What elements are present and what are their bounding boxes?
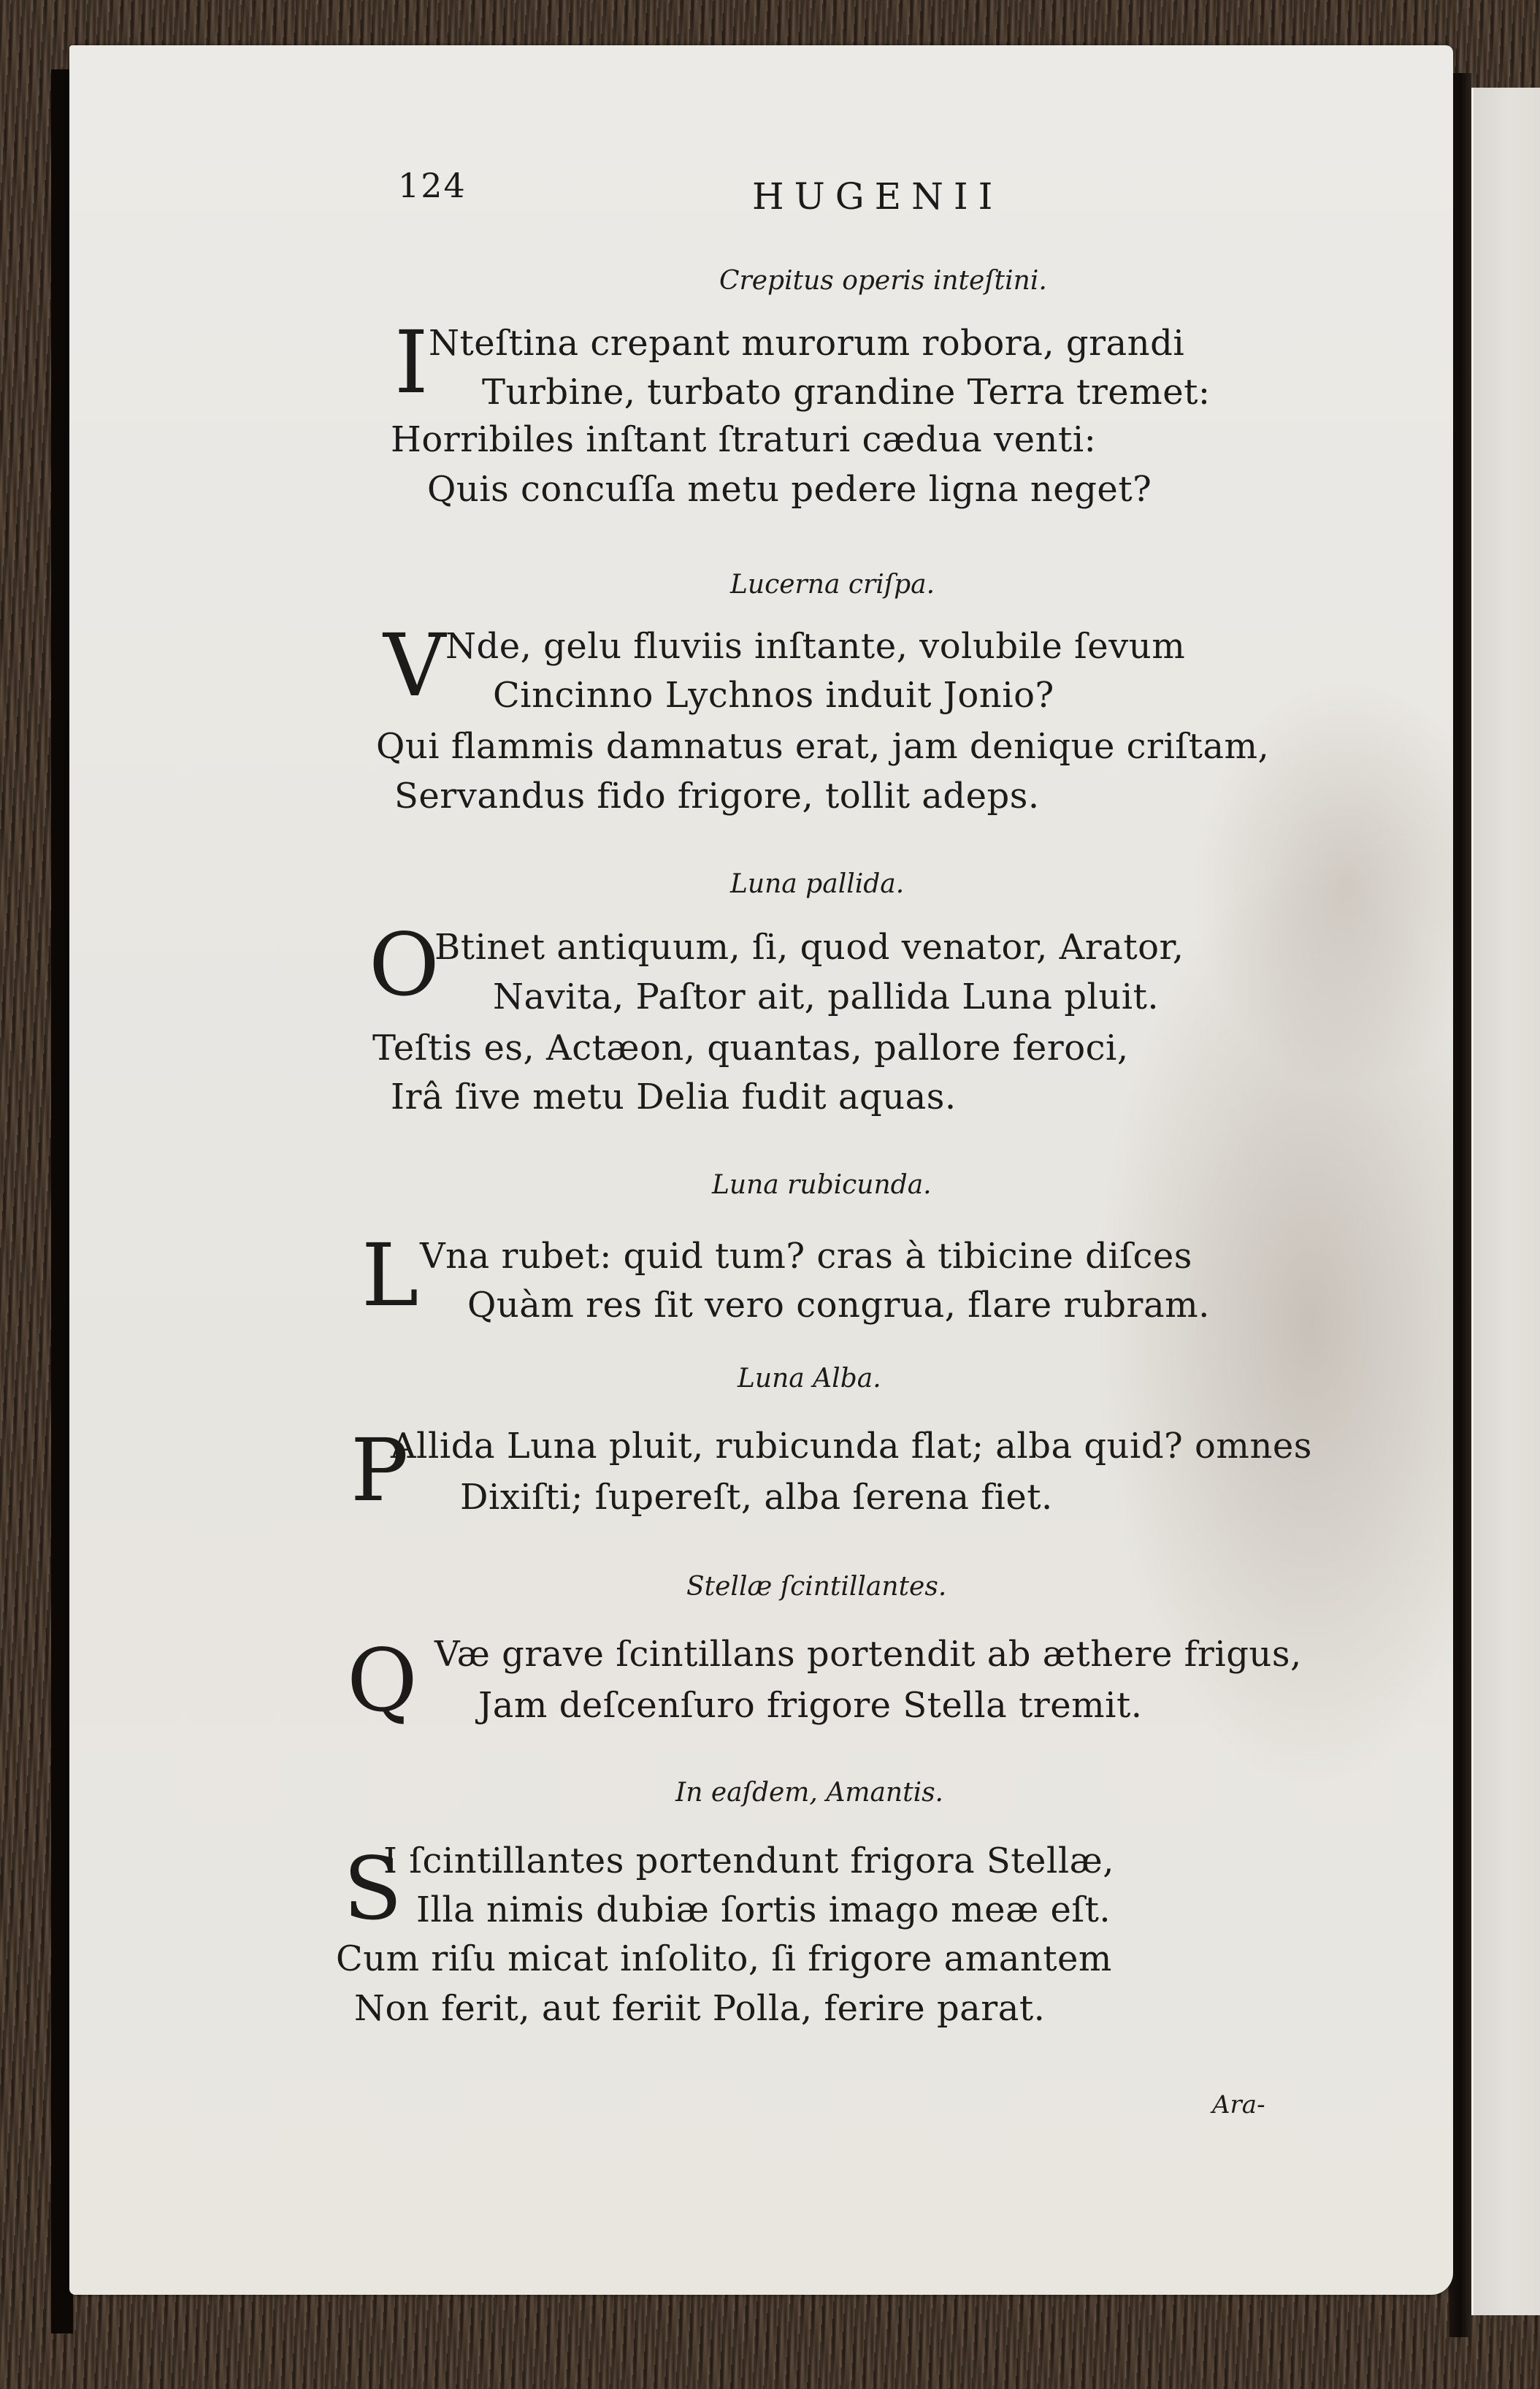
verse-line: Qui flammis damnatus erat, jam denique criſtam, bbox=[376, 726, 1270, 767]
poem-title: Luna pallida. bbox=[730, 869, 905, 899]
drop-cap: P bbox=[350, 1420, 409, 1521]
drop-cap: L bbox=[361, 1225, 419, 1326]
drop-cap: O bbox=[369, 914, 440, 1015]
verse-line: Horribiles inſtant ſtraturi cædua venti: bbox=[391, 419, 1097, 460]
poem-title: In eaſdem, Amantis. bbox=[675, 1778, 943, 1808]
verse-line: Cum riſu micat inſolito, ſi frigore amantem bbox=[336, 1938, 1112, 1979]
drop-cap: S bbox=[343, 1838, 402, 1939]
verse-line: Servandus fido frigore, tollit adeps. bbox=[394, 776, 1040, 817]
verse-line: Navita, Paſtor ait, pallida Luna pluit. bbox=[493, 976, 1160, 1017]
verse-line: Irâ ſive metu Delia fudit aquas. bbox=[391, 1077, 957, 1117]
verse-line: Non ferit, aut feriit Polla, ferire parat. bbox=[354, 1988, 1046, 2029]
verse-line: I ſcintillantes portendunt frigora Stellæ, bbox=[383, 1841, 1115, 1881]
poem-title: Crepitus operis inteſtini. bbox=[719, 266, 1047, 296]
poem-title: Stellæ ſcintillantes. bbox=[686, 1572, 947, 1602]
verse-line: Btinet antiquum, ſi, quod venator, Arator, bbox=[434, 927, 1184, 968]
verse-line: Illa nimis dubiæ ſortis imago meæ eſt. bbox=[416, 1889, 1111, 1930]
drop-cap: Q bbox=[347, 1630, 418, 1731]
verse-line: Teſtis es, Actæon, quantas, pallore feroci, bbox=[372, 1028, 1129, 1069]
verse-line: Turbine, turbato grandine Terra tremet: bbox=[482, 372, 1211, 413]
running-head: HUGENII bbox=[752, 175, 1003, 218]
drop-cap: V bbox=[383, 615, 446, 716]
facing-page-edge bbox=[1471, 88, 1540, 2315]
verse-line: Quis concuſſa metu pedere ligna neget? bbox=[427, 469, 1152, 510]
book-page bbox=[69, 45, 1453, 2295]
poem-title: Lucerna criſpa. bbox=[730, 570, 935, 600]
verse-line: Quàm res ſit vero congrua, flare rubram. bbox=[467, 1285, 1210, 1326]
verse-line: Vna rubet: quid tum? cras à tibicine diſces bbox=[420, 1236, 1192, 1277]
poem-title: Luna Alba. bbox=[738, 1364, 881, 1394]
verse-line: Allida Luna pluit, rubicunda flat; alba quid? omnes bbox=[391, 1426, 1312, 1467]
verse-line: Jam deſcenſuro frigore Stella tremit. bbox=[478, 1685, 1143, 1726]
catchword: Ara- bbox=[1212, 2090, 1265, 2119]
verse-line: Nteſtina crepant murorum robora, grandi bbox=[429, 323, 1185, 364]
verse-line: Nde, gelu fluviis inſtante, volubile ſevum bbox=[445, 626, 1186, 667]
verse-line: Dixiſti; ſupereſt, alba ſerena fiet. bbox=[460, 1477, 1053, 1518]
drop-cap: I bbox=[394, 312, 429, 413]
poem-title: Luna rubicunda. bbox=[712, 1170, 932, 1200]
verse-line: Væ grave ſcintillans portendit ab æthere frigus, bbox=[434, 1634, 1302, 1675]
page-number: 124 bbox=[398, 166, 467, 205]
verse-line: Cincinno Lychnos induit Jonio? bbox=[493, 675, 1054, 716]
